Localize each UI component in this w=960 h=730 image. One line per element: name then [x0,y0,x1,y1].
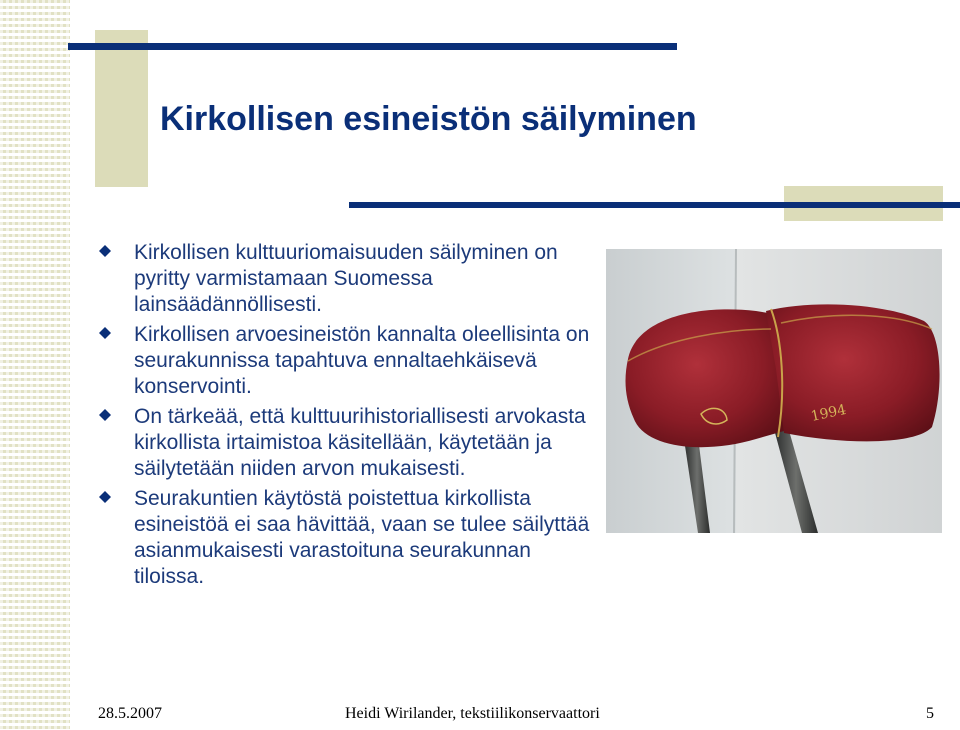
bullet-item [96,486,596,590]
decorative-stripes-overlay [0,0,70,730]
top-rule [68,43,677,50]
ceremonial-object-photo [606,249,942,533]
bullet-text: Kirkollisen kulttuuriomaisuuden säilyminen on pyritty varmistamaan Suomessa lainsäädännöllisesti. [134,241,558,316]
bottom-rule [349,202,960,208]
footer-date: 28.5.2007 [98,705,162,722]
photo-illustration [606,249,942,533]
footer-author: Heidi Wirilander, tekstiilikonservaattori [345,705,600,722]
diamond-bullet-icon [98,244,112,258]
bullet-item [96,240,596,318]
slide-title: Kirkollisen esineistön säilyminen [160,100,697,138]
bullet-text: Seurakuntien käytöstä poistettua kirkollista esineistöä ei saa hävittää, vaan se tulee säilyttää asianmukaisesti varastoituna seurakunnan tiloissa. [134,487,590,588]
diamond-bullet-icon [98,326,112,340]
bullet-item [96,404,596,482]
bullet-text: Kirkollisen arvoesineistön kannalta oleellisinta on seurakunnissa tapahtuva ennaltaehkäisevä konservointi. [134,323,590,398]
photo-embroidery-date: 1994 [809,401,848,425]
diamond-bullet-icon [98,408,112,422]
bullet-list [96,240,596,594]
bullet-item [96,322,596,400]
footer-page-number: 5 [926,705,934,722]
title-accent-block [95,30,148,187]
diamond-bullet-icon [98,490,112,504]
bullet-text: On tärkeää, että kulttuurihistoriallisesti arvokasta kirkollista irtaimistoa käsitellään, käytetään ja säilytetään niiden arvon mukaisesti. [134,405,586,480]
